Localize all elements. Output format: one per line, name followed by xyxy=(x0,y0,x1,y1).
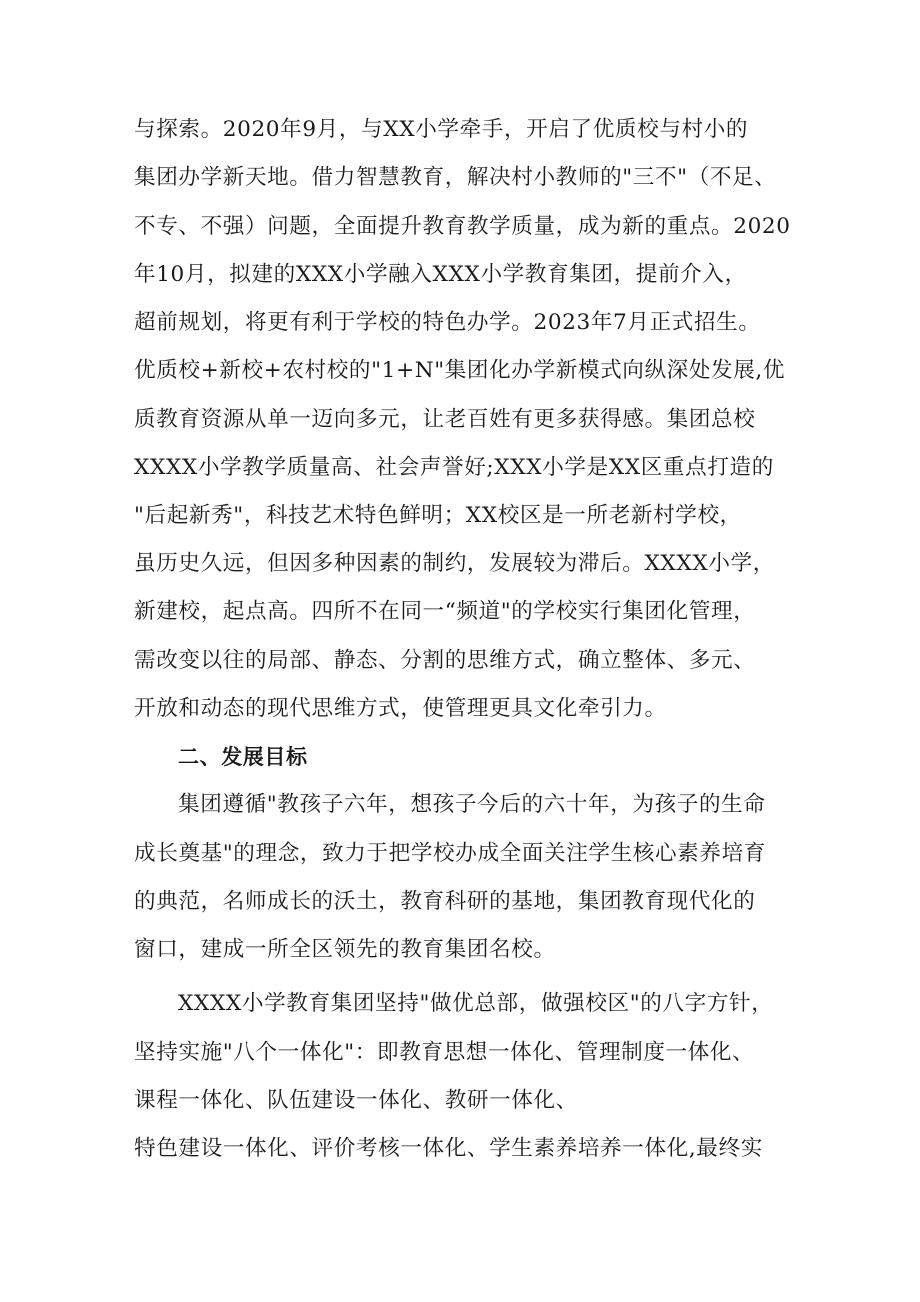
paragraph-line: 窗口，建成一所全区领先的教育集团名校。 xyxy=(134,937,556,962)
paragraph-line: 不专、不强）问题，全面提升教育教学质量，成为新的重点。2020 xyxy=(134,214,791,239)
paragraph-line: 需改变以往的局部、静态、分割的思维方式，确立整体、多元、 xyxy=(134,648,756,673)
paragraph-line: 开放和动态的现代思维方式，使管理更具文化牵引力。 xyxy=(134,696,667,721)
paragraph-line: "后起新秀"，科技艺术特色鲜明；XX校区是一所老新村学校， xyxy=(134,503,742,528)
paragraph-line: 新建校，起点高。四所不在同一“频道"的学校实行集团化管理， xyxy=(134,599,756,624)
section-heading: 二、发展目标 xyxy=(178,745,308,769)
paragraph-line: 超前规划，将更有利于学校的特色办学。2023年7月正式招生。 xyxy=(134,310,761,335)
paragraph-line: 质教育资源从单一迈向多元，让老百姓有更多获得感。集团总校 xyxy=(134,407,756,432)
paragraph-line: 虽历史久远，但因多种因素的制约，发展较为滞后。XXXX小学， xyxy=(134,551,775,576)
paragraph-line: 特色建设一体化、评价考核一体化、学生素养培养一体化,最终实 xyxy=(134,1136,763,1161)
paragraph-line: 集团办学新天地。借力智慧教育，解决村小教师的"三不"（不足、 xyxy=(134,165,777,190)
paragraph-line: 集团遵循"教孩子六年，想孩子今后的六十年，为孩子的生命 xyxy=(178,792,766,817)
paragraph-line: 坚持实施"八个一体化"：即教育思想一体化、管理制度一体化、 xyxy=(134,1040,755,1065)
paragraph-line: 优质校+新校+农村校的"1+N"集团化办学新模式向纵深处发展,优 xyxy=(134,358,786,383)
paragraph-line: 成长奠基"的理念，致力于把学校办成全面关注学生核心素养培育 xyxy=(134,841,766,866)
paragraph-line: XXXX小学教学质量高、社会声誉好;XXX小学是XX区重点打造的 xyxy=(134,455,774,480)
paragraph-line: 课程一体化、队伍建设一体化、教研一体化、 xyxy=(134,1088,578,1113)
paragraph-line: 年10月，拟建的XXX小学融入XXX小学教育集团，提前介入， xyxy=(134,262,747,287)
paragraph-line: 的典范，名师成长的沃土，教育科研的基地，集团教育现代化的 xyxy=(134,889,756,914)
paragraph-line: XXXX小学教育集团坚持"做优总部，做强校区"的八字方针， xyxy=(178,991,774,1016)
paragraph-line: 与探索。2020年9月，与XX小学牵手，开启了优质校与村小的 xyxy=(134,117,749,142)
